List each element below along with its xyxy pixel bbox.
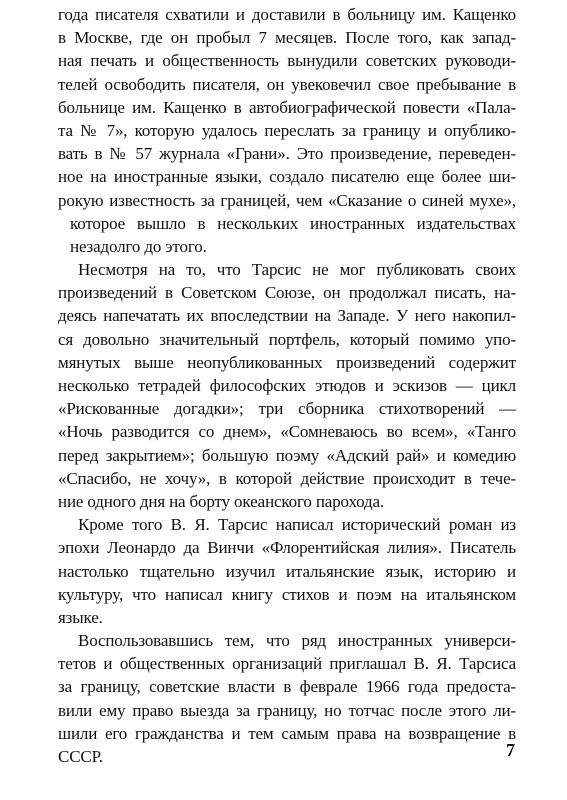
text-line: незадолго до этого. — [70, 236, 207, 256]
text-line: языке. — [58, 607, 103, 627]
text-line: произведений в Советском Союзе, он продолжал писать, на- — [58, 283, 516, 303]
text-line: СССР. — [58, 747, 103, 766]
text-line: мянутых выше неопубликованных произведений содержит — [58, 352, 516, 372]
text-line: рокую известность за границей, чем «Сказание о синей мухе», — [58, 190, 516, 210]
text-line: вать в № 57 журнала «Грани». Это произведение, переведен- — [58, 144, 516, 164]
text-line: несколько тетрадей философских этюдов и эскизов — цикл — [58, 376, 516, 395]
text-line: больнице им. Кащенко в автобиографической повести «Пала- — [58, 97, 516, 117]
text-line: ная печать и общественность вынудили советских руководи- — [58, 51, 516, 71]
text-line: в Москве, где он пробыл 7 месяцев. После того, как запад- — [58, 28, 516, 48]
body-text — [58, 3, 516, 768]
text-line: телей освободить писателя, он увековечил свое пребывание в — [58, 74, 516, 94]
text-line: шили его гражданства и тем самым права на возвращение в — [58, 723, 516, 743]
text-line: эпохи Леонардо да Винчи «Флорентийская лилия». Писатель — [58, 538, 516, 558]
text-line: культуру, что написал книгу стихов и поэм на итальянском — [58, 584, 516, 604]
paragraph-first-line: Кроме того В. Я. Тарсис написал исторический роман из — [78, 515, 516, 535]
page-number: 7 — [506, 740, 515, 760]
text-line: «Рискованные догадки»; три сборника стихотворений — — [58, 399, 516, 419]
text-line: года писателя схватили и доставили в больницу им. Кащенко — [58, 5, 516, 24]
text-line: тетов и общественных организаций приглашал В. Я. Тарсиса — [58, 654, 516, 674]
text-line: ное на иностранные языки, создало писателю еще более ши- — [58, 167, 516, 187]
text-line: ся довольно значительный портфель, который помимо упо- — [58, 329, 516, 349]
text-line: деясь напечатать их впоследствии на Западе. У него накопил- — [58, 306, 516, 326]
text-line: которое вышло в нескольких иностранных издательствах — [70, 213, 516, 233]
text-line: ние одного дня на борту океанского парохода. — [58, 491, 385, 511]
paragraph-first-line: Воспользовавшись тем, что ряд иностранных универси- — [78, 631, 516, 651]
text-line: перед закрытием»; большую поэму «Адский рай» и комедию — [58, 445, 516, 465]
text-line: вили ему право выезда за границу, но тотчас после этого ли- — [58, 700, 516, 720]
paragraph-first-line: Несмотря на то, что Тарсис не мог публиковать своих — [78, 260, 516, 280]
text-line: за границу, советские власти в феврале 1966 года предоста- — [58, 677, 516, 697]
text-line: «Спасибо, не хочу», в которой действие происходит в тече- — [58, 468, 516, 488]
text-line: настолько тщательно изучил итальянские язык, историю и — [58, 561, 516, 581]
text-line: «Ночь разводится со днем», «Сомневаюсь во всем», «Танго — [58, 422, 516, 442]
text-line: та № 7», которую удалось переслать за границу и опублико- — [58, 120, 516, 140]
